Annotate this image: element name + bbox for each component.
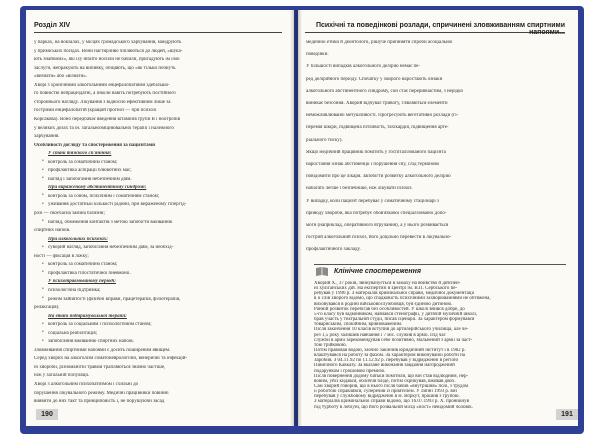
right-page-number: 191 (556, 409, 578, 420)
subheading: У психотравмованому періоді: (48, 279, 116, 285)
text-line: вовим, уйсі кидався, обличчя бліде, потім скрикував, вживав двох. (314, 378, 456, 384)
bullet: • (42, 270, 44, 276)
text-line: приводу хвороби, яка потребує обов'язкової спеціалізованої допо- (306, 210, 447, 216)
text-line: харчування. (34, 134, 60, 140)
text-line: Хворі з алкогольним психопатизмом і схильні до (34, 382, 139, 387)
text-line: у приміських поїздах. Вони настирливо чіпляються до людей, «шука- (34, 48, 183, 54)
text-line: гострий алкогольний психоз, його доцільно перевести в лікувально- (306, 235, 452, 241)
text-line: перемія шкіри, підвищена пітливість, тахікардія, підвищення арте- (306, 125, 449, 131)
subheading: При вираженому абстинентному синдромі: (48, 185, 147, 191)
text-line: Хворі з хронічними алкогольними енцефалопатіями здебільшо- (34, 82, 170, 88)
text-line: моги (наприклад, оперативного втручання), а у нього розвивається (306, 223, 449, 228)
text-line: тою трійковою. (314, 342, 347, 348)
text-line: З матеріалів кримінальної справи відомо, що 16.07.1993 р. Х. проникнув (314, 399, 469, 405)
text-line: режим зайнятості (фізичні вправи, працетерапія, фізіотерапія, (48, 296, 181, 302)
text-line: контроль за соном, психічним і соматичним станом; (48, 193, 160, 199)
text-line: розі — своєчасна заміна білизни; (34, 211, 105, 216)
text-line: ребував у 1996 р. З матеріалів кримінальної справи, медичної документації (314, 291, 475, 297)
text-line: спиртних напоїв. (34, 228, 71, 234)
right-running-header: Психічні та поведінкові розлади, спричинені зловживанням спиртними напоями... (305, 22, 565, 33)
text-line: Серед хворих на алкоголізм соматоневрологічні, венеричні та інфекцій- (34, 356, 188, 362)
text-line: заслуги, жебракують на випивку, обіцяють, що «як тільки почнуть (34, 65, 176, 71)
text-line: Корсакова). Воно передбачає введення вітамінів групи В і ноотропів (34, 116, 181, 122)
text-line: медичної етики й деонтології, рішуче припиняти спроби асоціальної (306, 40, 453, 45)
text-line: брав участь у театральній студії, писав сценарії. За характером формувався (314, 317, 475, 323)
text-line: профілактичного закладу. (306, 247, 361, 253)
text-line: профілактика аспірації блювотних мас; (48, 168, 132, 174)
text-line: поведінки. (306, 52, 329, 58)
text-line: товариським, спокійним, врівноваженим. (314, 322, 403, 328)
case-divider (314, 264, 566, 265)
text-line: перебував у службовому відрядженні в м. Воркут, прошив з групою. (314, 394, 460, 400)
text-line: наростання ознак абстиненції і порушення сну, слід терміново (306, 162, 440, 167)
subheading: На етапі підтримувальної терапії: (48, 313, 127, 319)
book-gutter (290, 10, 302, 426)
text-line: виникає безсоння. Хворий відчуває тривогу, з'являються елементи (306, 101, 448, 106)
text-line: Якщо медичний працівник помітить у госпіталізованого пацієнта (306, 149, 446, 155)
bullet: • (42, 176, 44, 182)
text-line: го повністю непрацездатні, а інколи навіть потребують постійного (34, 91, 176, 97)
text-line: профілактика гіпостатичної пневмонії. (48, 270, 131, 276)
text-line: ні хвороби, різноманітні травми трапляються значно частіше, (34, 364, 166, 370)
book-icon (315, 266, 329, 277)
text-line: У більшості випадків алкогольного делірію немає пе- (306, 64, 421, 70)
text-line: порушення лікувального режиму. Медичні працівники повинні (34, 390, 169, 396)
text-line: гострими енцефалопатій (кращий прогноз — при психозі (34, 108, 157, 114)
bullet: • (42, 330, 44, 336)
bullet: • (42, 287, 44, 293)
text-line: ності — фіксація в ліжку; (34, 253, 89, 259)
text-line: ріального тиску). (306, 137, 343, 143)
text-line: алкогольного абстинентного синдрому, сон стає переривчастим, з нерідко (306, 88, 463, 94)
left-running-header: Розділ XIV (34, 22, 282, 33)
text-line: психологічна підтримка; (48, 287, 101, 293)
text-line: ні хуліганських дій. На експертизі в Центрі ім. В.П. Сербського пе- (314, 286, 458, 292)
text-line: неможливлюваної метушливості. Прогресують вегетативні розлади (гі- (306, 113, 459, 119)
text-line: ред делірійного періоду. Спочатку у хворого наростають ознаки (306, 76, 443, 82)
text-line: ють знайомих», які їху нібито носили не бачили, пригадують їм свої (34, 57, 180, 63)
text-line: рез 1,5 року залишив навчання і 7 міс. служив в армії. Під час (314, 332, 446, 338)
text-line: подарунком і грошовою премією. (314, 368, 386, 374)
text-line: У випадку, коли пацієнт перебуває у соматичному стаціонарі з (306, 198, 439, 204)
text-line: виховувався в родині військовослужбовця, був єдиною дитиною. (314, 301, 453, 307)
text-line: контроль за соціальним і психологічним станом; (48, 322, 152, 328)
text-line: нагляд і запобігання небезпечним діям. (48, 176, 132, 182)
text-line: уживання достатньої кількості рідини, при вираженому гіпергід- (48, 202, 187, 208)
text-line: її роботою справлявся, суперечив із приятелем. У липні 1993 р. він (314, 389, 457, 395)
left-page (26, 10, 294, 426)
bullet: • (42, 219, 44, 225)
text-line: релаксація). (34, 305, 60, 311)
text-line: влаштувався на роботу за фахом. За характером виконуваної роботи на (314, 353, 466, 359)
text-line: Сам хворий говорив, що в нього після бачив «внутрішня» полі, з трудом (314, 384, 469, 389)
text-line: служби в армії зарекомендував себе позитивно, звільнений з армії за част- (314, 337, 473, 343)
text-line: 5-го класу був відмінником, навчався стенографії, у дитячій музичній школі, (314, 311, 478, 317)
section-heading: Особливості догляду та спостереження за пацієнтами (34, 142, 155, 148)
bullet: • (42, 261, 44, 267)
text-line: контроль за соматичним станом; (48, 262, 118, 268)
text-line: Після закінчення 10 класів вступив до артилерійського училища, але че- (314, 327, 469, 333)
text-line: «визнати» або «візнати». (34, 74, 88, 80)
bullet: • (42, 159, 44, 165)
subheading: У стані тяжкого сп'яніння: (48, 151, 112, 157)
text-line: нагляд, обмеження контактів з метою запобігти вживанню (48, 219, 173, 225)
text-line: стороннього нагляду. Лікування з відносно ефективним лише за (34, 99, 171, 105)
text-line: виявити до них такт та принциповість і, не порушуючи засад (34, 399, 165, 405)
text-line: у парках, на вокзалах, у місцях громадського харчування, мандрують (34, 40, 182, 45)
text-line: у великих дозах та ін. загальнозміцнювальної терапії і належного (34, 125, 174, 131)
text-line: в її слів хворого відомо, що спадковість психічними захворюваннями не обтяжена, (314, 296, 491, 302)
bullet: • (42, 201, 44, 207)
text-line: Ранній розвиток перебігав без особливостей. У школі вчився добре, до (314, 306, 465, 312)
text-line: Північного Кавказу. За вказане виконання завдання нагороджений (314, 363, 455, 369)
text-line: Потім правовая водою, заочно закінчив юридичний інститут і в 1982 р. (314, 347, 466, 353)
case-study-title: Клінічне спостереження (334, 268, 421, 275)
bullet: • (42, 321, 44, 327)
text-line: соціальна реабілітація; (48, 330, 98, 336)
bullet: • (42, 167, 44, 173)
text-line: Зловживання спиртними напоями є досить поширеним явищем. (34, 347, 171, 353)
bullet: • (42, 193, 44, 199)
text-line: під турботу в лобіуні, що його розвальній місці «пост» невідомий чоловік. (314, 404, 473, 410)
text-line: Заробив. З 04.11.92 по 11.12.92 р. перебував у відрядженні в регіоні (314, 358, 459, 364)
text-line: Після повернення додому батьки помітили, що він став відлюдним, нер- (314, 373, 469, 379)
text-line: набагато легше і безпечніше, ніж лікувати психоз. (306, 186, 413, 192)
subheading: При алкогольних психозах: (48, 236, 108, 242)
text-line: контроль за соматичним станом; (48, 159, 118, 165)
bullet: • (42, 338, 44, 344)
text-line: суворий нагляд, запобігання небезпечним діям, за необхід- (48, 245, 174, 251)
bullet: • (42, 244, 44, 250)
bullet: • (42, 296, 44, 301)
text-line: Хворий Х., 37 років, звинувачується в замаху на вбивство й дійснен- (314, 281, 461, 286)
text-line: ніж у загальній популяції. (34, 373, 90, 379)
text-line: повідомити про це лікаря. Запобігти розвитку алкогольного делірію (306, 174, 451, 180)
text-line: запобігання вживанню спиртних напоїв. (48, 339, 134, 345)
left-page-number: 190 (36, 409, 58, 420)
